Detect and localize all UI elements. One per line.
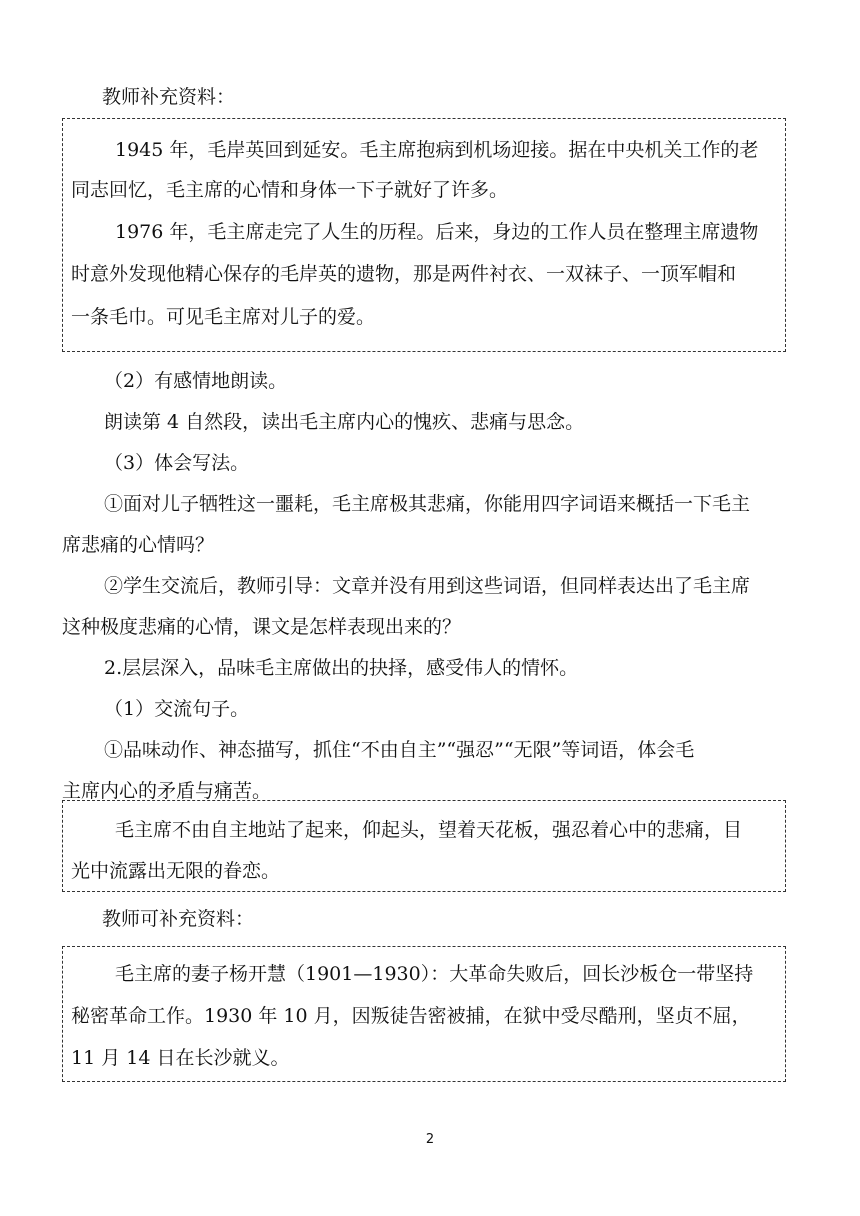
question-2-line2: 这种极度悲痛的心情，课文是怎样表现出来的？: [62, 616, 462, 638]
section-3-heading: （3）体会写法。: [104, 452, 250, 474]
part-2-heading: 2.层层深入，品味毛主席做出的抉择，感受伟人的情怀。: [104, 657, 579, 679]
subsection-1-heading: （1）交流句子。: [104, 698, 250, 720]
box1-paragraph2-line2: 时意外发现他精心保存的毛岸英的遗物，那是两件衬衣、一双袜子、一顶军帽和: [71, 263, 737, 285]
box3-line1: 毛主席的妻子杨开慧（1901—1930）：大革命失败后，回长沙板仓一带坚持: [115, 963, 754, 985]
box3-line2: 秘密革命工作。1930 年 10 月，因叛徒告密被捕，在狱中受尽酷刑，坚贞不屈，: [71, 1005, 751, 1027]
teacher-supplement-heading: 教师补充资料：: [102, 86, 236, 108]
box1-paragraph1-line2: 同志回忆，毛主席的心情和身体一下子就好了许多。: [71, 179, 509, 201]
box1-paragraph2-line3: 一条毛巾。可见毛主席对儿子的爱。: [71, 306, 376, 328]
read-paragraph-4: 朗读第 4 自然段，读出毛主席内心的愧疚、悲痛与思念。: [104, 411, 585, 433]
page-number: 2: [425, 1132, 435, 1147]
quote-box: [62, 800, 786, 892]
section-2-heading: （2）有感情地朗读。: [104, 370, 288, 392]
question-1-line2: 席悲痛的心情吗？: [62, 534, 215, 556]
quote-line1: 毛主席不由自主地站了起来，仰起头，望着天花板，强忍着心中的悲痛，目: [115, 819, 743, 841]
box1-paragraph2-line1: 1976 年，毛主席走完了人生的历程。后来，身边的工作人员在整理主席遗物: [115, 221, 759, 243]
question-2-line1: ②学生交流后，教师引导：文章并没有用到这些词语，但同样表达出了毛主席: [104, 575, 751, 597]
question-1-line1: ①面对儿子牺牲这一噩耗，毛主席极其悲痛，你能用四字词语来概括一下毛主: [104, 493, 751, 515]
box1-paragraph1-line1: 1945 年，毛岸英回到延安。毛主席抱病到机场迎接。据在中央机关工作的老: [115, 139, 759, 161]
supplement-box-2: [62, 946, 786, 1082]
taste-line2: 主席内心的矛盾与痛苦。: [62, 780, 272, 802]
teacher-optional-supplement-heading: 教师可补充资料：: [102, 908, 255, 930]
box3-line3: 11 月 14 日在长沙就义。: [71, 1047, 290, 1069]
taste-line1: ①品味动作、神态描写，抓住“不由自主”“强忍”“无限”等词语，体会毛: [104, 739, 695, 761]
quote-line2: 光中流露出无限的眷恋。: [71, 860, 281, 882]
supplement-box-1: [62, 118, 786, 352]
